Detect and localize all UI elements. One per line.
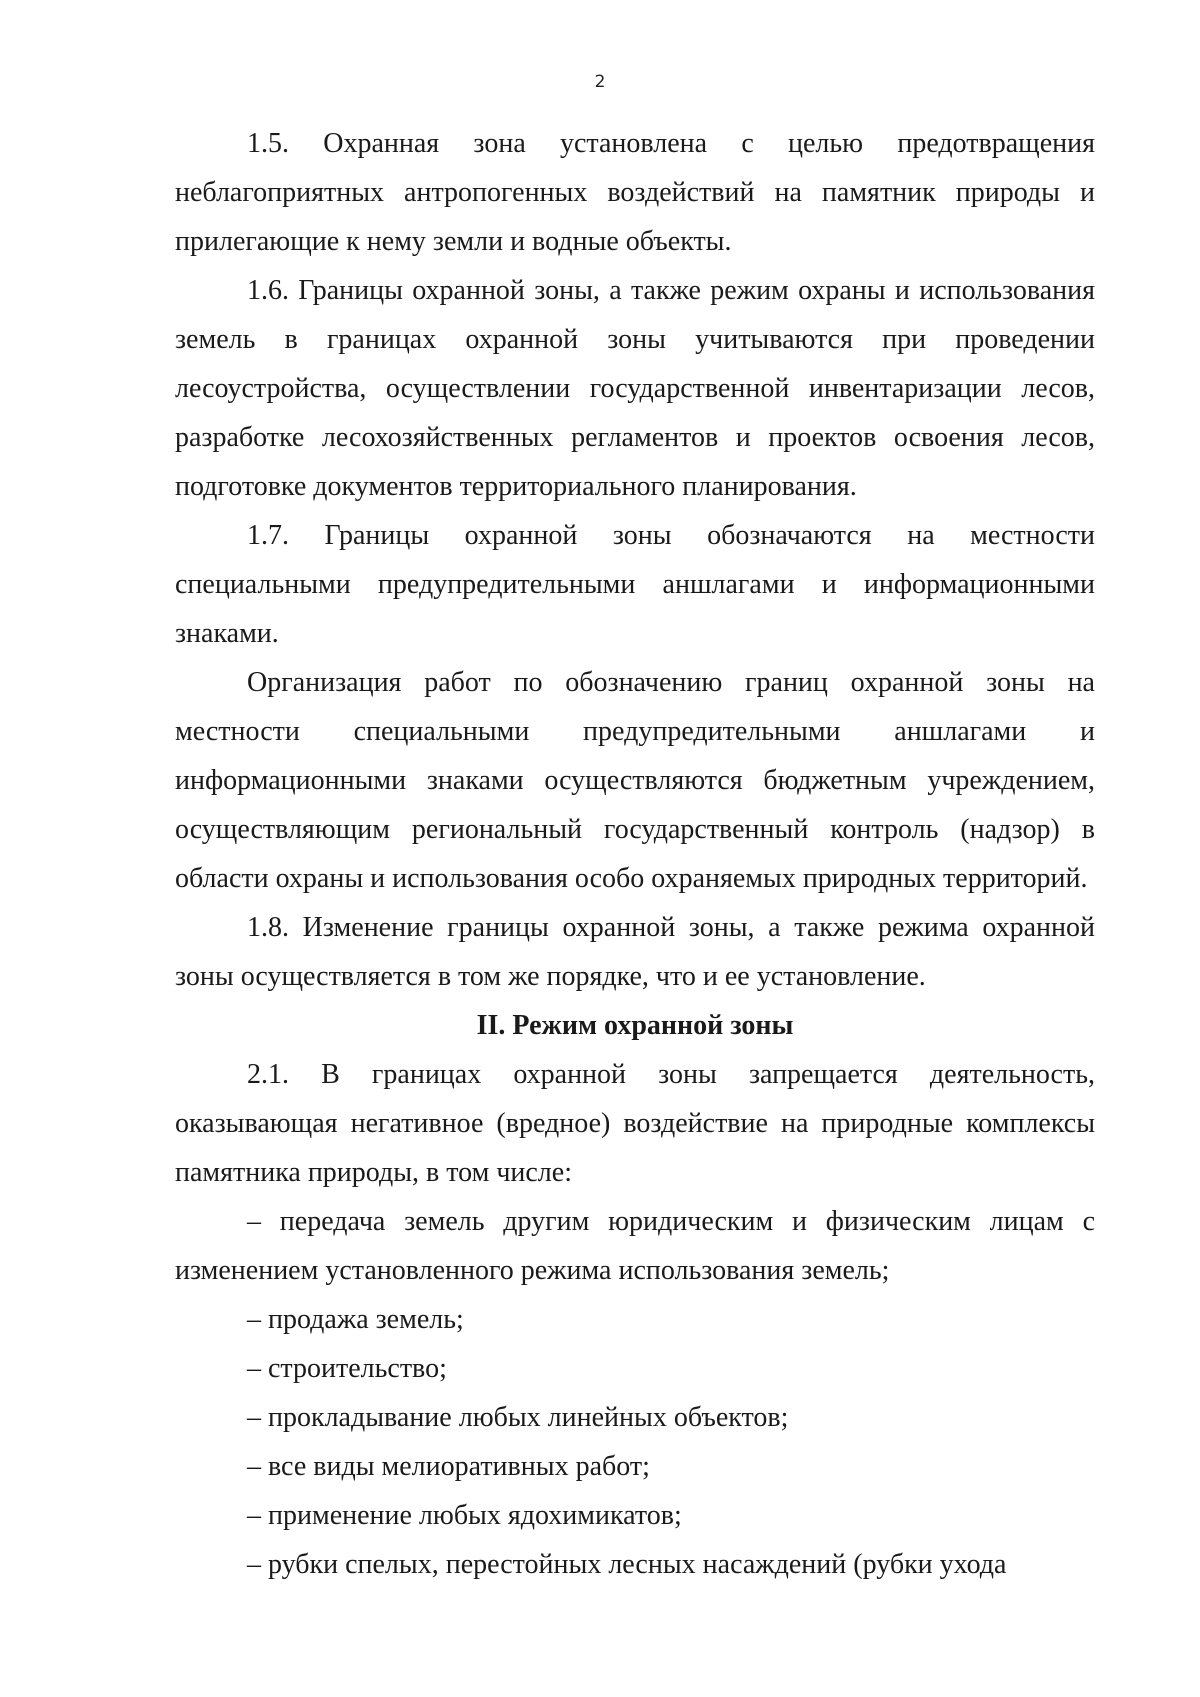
- list-item: – передача земель другим юридическим и физическим лицам с изменением установленного режима использования земель;: [175, 1206, 1095, 1286]
- list-item: – строительство;: [247, 1353, 447, 1384]
- document-body: [175, 119, 1095, 1589]
- page-number: 2: [594, 72, 606, 92]
- list-item: – прокладывание любых линейных объектов;: [247, 1402, 789, 1433]
- paragraph-1-6: 1.6. Границы охранной зоны, а также режим охраны и использования земель в границах охранной зоны учитываются при проведении лесоустройства, осуществлении государственной инвентаризации лесов, разработке лесохозяйственных регламентов и проектов освоения лесов, подготовке документов территориального планирования.: [175, 275, 1095, 502]
- list-item: – рубки спелых, перестойных лесных насаждений (рубки ухода: [247, 1549, 1007, 1580]
- paragraph-2-1: 2.1. В границах охранной зоны запрещается деятельность, оказывающая негативное (вредное) воздействие на природные комплексы памятника природы, в том числе:: [175, 1059, 1095, 1188]
- paragraph-organization: Организация работ по обозначению границ охранной зоны на местности специальными предупредительными аншлагами и информационными знаками осуществляются бюджетным учреждением, осуществляющим региональный государственный контроль (надзор) в области охраны и использования особо охраняемых природных территорий.: [175, 667, 1095, 894]
- paragraph-1-5: 1.5. Охранная зона установлена с целью предотвращения неблагоприятных антропогенных воздействий на памятник природы и прилегающие к нему земли и водные объекты.: [175, 128, 1095, 257]
- paragraph-1-7: 1.7. Границы охранной зоны обозначаются на местности специальными предупредительными аншлагами и информационными знаками.: [175, 520, 1095, 649]
- paragraph-1-8: 1.8. Изменение границы охранной зоны, а также режима охранной зоны осуществляется в том же порядке, что и ее установление.: [175, 912, 1095, 992]
- list-item: – продажа земель;: [247, 1304, 464, 1335]
- section-heading: II. Режим охранной зоны: [476, 1010, 794, 1041]
- list-item: – все виды мелиоративных работ;: [247, 1451, 650, 1482]
- list-item: – применение любых ядохимикатов;: [247, 1500, 682, 1531]
